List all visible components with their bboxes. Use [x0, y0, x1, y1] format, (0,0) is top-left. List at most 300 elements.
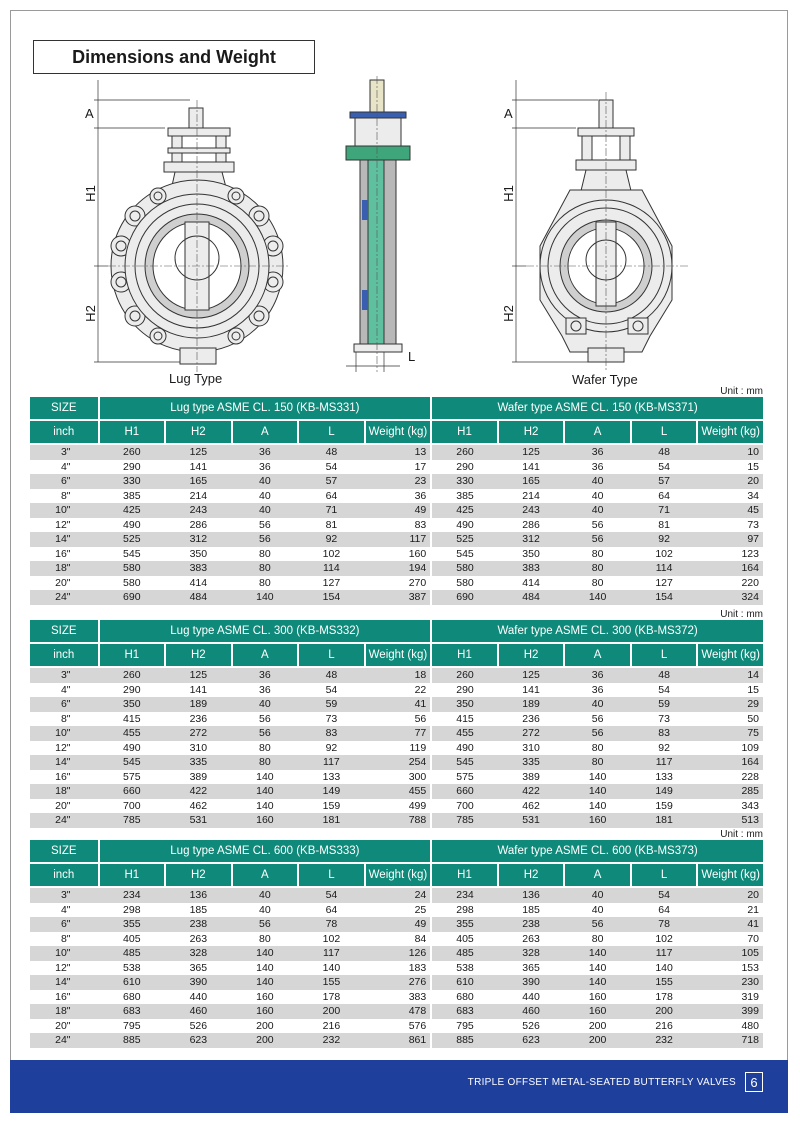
table-row: [30, 1019, 763, 1034]
table-row: [30, 547, 763, 562]
table-cell: 160: [564, 990, 631, 1005]
table-cell: 10: [697, 444, 763, 460]
table-cell: 383: [498, 561, 565, 576]
table-cell: 10": [30, 503, 99, 518]
table-cell: 36: [365, 489, 432, 504]
table-cell: 24: [365, 887, 432, 903]
table-cell: 183: [365, 961, 432, 976]
table-cell: 54: [631, 887, 698, 903]
table-cell: 15: [697, 683, 763, 698]
table-cell: 390: [498, 975, 565, 990]
table-cell: 16": [30, 770, 99, 785]
table-cell: 13: [365, 444, 432, 460]
table-cell: 127: [631, 576, 698, 591]
table-cell: 185: [165, 903, 232, 918]
table-cell: 75: [697, 726, 763, 741]
column-header-weight: Weight (kg): [697, 643, 763, 667]
table-cell: 243: [165, 503, 232, 518]
table-cell: 460: [498, 1004, 565, 1019]
table-cell: 84: [365, 932, 432, 947]
column-header-weight: Weight (kg): [697, 420, 763, 444]
table-cell: 14: [697, 667, 763, 683]
table-cell: 57: [298, 474, 365, 489]
table-row: [30, 799, 763, 814]
table-cell: 254: [365, 755, 432, 770]
table-cell: 48: [298, 444, 365, 460]
table-cell: 610: [431, 975, 498, 990]
table-cell: 164: [697, 755, 763, 770]
table-cell: 4": [30, 903, 99, 918]
table-cell: 140: [232, 784, 299, 799]
table-cell: 455: [431, 726, 498, 741]
table-cell: 189: [165, 697, 232, 712]
table-cell: 45: [697, 503, 763, 518]
column-header-l: L: [631, 643, 698, 667]
table-cell: 185: [498, 903, 565, 918]
table-cell: 40: [232, 887, 299, 903]
table-cell: 71: [298, 503, 365, 518]
table-cell: 20": [30, 576, 99, 591]
table-cell: 25: [365, 903, 432, 918]
column-header-l: L: [298, 863, 365, 887]
table-cell: 216: [631, 1019, 698, 1034]
table-cell: 660: [99, 784, 166, 799]
table-row: [30, 474, 763, 489]
column-header-h2: H2: [165, 643, 232, 667]
table-cell: 383: [165, 561, 232, 576]
table-cell: 56: [564, 518, 631, 533]
table-cell: 155: [631, 975, 698, 990]
table-cell: 200: [232, 1019, 299, 1034]
table-cell: 350: [498, 547, 565, 562]
table-cell: 16": [30, 990, 99, 1005]
page-title: Dimensions and Weight: [33, 40, 315, 74]
table-cell: 48: [631, 444, 698, 460]
lug-title-header: Lug type ASME CL. 600 (KB-MS333): [99, 840, 432, 863]
table-cell: 545: [431, 755, 498, 770]
table-row: [30, 887, 763, 903]
table-cell: 513: [697, 813, 763, 828]
table-cell: 385: [431, 489, 498, 504]
column-header-l: L: [631, 863, 698, 887]
table-cell: 365: [165, 961, 232, 976]
table-cell: 140: [564, 961, 631, 976]
table-cell: 140: [232, 590, 299, 605]
table-row: [30, 667, 763, 683]
table-cell: 22: [365, 683, 432, 698]
size-header: SIZE: [30, 620, 99, 643]
table-cell: 160: [232, 813, 299, 828]
column-header-a: A: [232, 643, 299, 667]
table-cell: 40: [232, 474, 299, 489]
table-cell: 200: [564, 1019, 631, 1034]
table-row: [30, 1004, 763, 1019]
table-row: [30, 975, 763, 990]
table-cell: 785: [99, 813, 166, 828]
dim-h2-label-wafer: H2: [500, 305, 516, 322]
column-header-weight: Weight (kg): [697, 863, 763, 887]
table-cell: 260: [99, 667, 166, 683]
table-cell: 298: [99, 903, 166, 918]
table-cell: 20: [697, 887, 763, 903]
table-cell: 80: [564, 576, 631, 591]
table-cell: 18": [30, 1004, 99, 1019]
table-cell: 214: [498, 489, 565, 504]
table-cell: 286: [498, 518, 565, 533]
valve-drawings: [0, 0, 800, 400]
table-cell: 194: [365, 561, 432, 576]
table-row: [30, 1033, 763, 1048]
table-cell: 312: [498, 532, 565, 547]
table-cell: 48: [298, 667, 365, 683]
table-cell: 140: [232, 946, 299, 961]
table-cell: 126: [365, 946, 432, 961]
table-cell: 683: [99, 1004, 166, 1019]
table-cell: 238: [165, 917, 232, 932]
table-cell: 165: [498, 474, 565, 489]
table-row: [30, 755, 763, 770]
table-cell: 159: [298, 799, 365, 814]
table-cell: 119: [365, 741, 432, 756]
table-row: [30, 932, 763, 947]
table-cell: 490: [99, 518, 166, 533]
table-cell: 70: [697, 932, 763, 947]
table-header-row: [30, 620, 763, 643]
table-cell: 680: [431, 990, 498, 1005]
table-cell: 785: [431, 813, 498, 828]
table-cell: 312: [165, 532, 232, 547]
table-cell: 125: [165, 444, 232, 460]
table-cell: 40: [564, 474, 631, 489]
table-cell: 140: [232, 799, 299, 814]
table-cell: 526: [498, 1019, 565, 1034]
table-cell: 59: [631, 697, 698, 712]
table-cell: 92: [298, 741, 365, 756]
column-header-h2: H2: [498, 643, 565, 667]
table-row: [30, 770, 763, 785]
table-cell: 56: [232, 726, 299, 741]
column-header-h2: H2: [498, 420, 565, 444]
table-row: [30, 903, 763, 918]
column-header-a: A: [564, 420, 631, 444]
table-row: [30, 460, 763, 475]
lug-type-caption: Lug Type: [169, 371, 223, 386]
spec-table-cl600: [30, 840, 763, 1048]
table-cell: 350: [165, 547, 232, 562]
table-cell: 78: [631, 917, 698, 932]
table-cell: 690: [99, 590, 166, 605]
table-row: [30, 961, 763, 976]
table-cell: 6": [30, 917, 99, 932]
size-header: SIZE: [30, 840, 99, 863]
table-cell: 16": [30, 547, 99, 562]
column-header-l: L: [631, 420, 698, 444]
table-cell: 490: [431, 741, 498, 756]
table-cell: 575: [99, 770, 166, 785]
table-cell: 623: [165, 1033, 232, 1048]
table-cell: 580: [99, 561, 166, 576]
table-cell: 24": [30, 813, 99, 828]
table-cell: 14": [30, 532, 99, 547]
table-cell: 92: [631, 532, 698, 547]
column-header-inch: inch: [30, 863, 99, 887]
table-cell: 165: [165, 474, 232, 489]
table-cell: 232: [298, 1033, 365, 1048]
table-cell: 102: [631, 547, 698, 562]
table-cell: 109: [697, 741, 763, 756]
table-cell: 40: [564, 489, 631, 504]
table-cell: 56: [232, 532, 299, 547]
table-cell: 54: [298, 460, 365, 475]
table-cell: 885: [431, 1033, 498, 1048]
table-cell: 149: [631, 784, 698, 799]
table-header-row: [30, 397, 763, 420]
table-row: [30, 503, 763, 518]
table-cell: 350: [431, 697, 498, 712]
column-header-weight: Weight (kg): [365, 420, 432, 444]
table-cell: 285: [697, 784, 763, 799]
table-cell: 78: [298, 917, 365, 932]
table-cell: 189: [498, 697, 565, 712]
table-cell: 460: [165, 1004, 232, 1019]
table-cell: 92: [298, 532, 365, 547]
table-cell: 200: [232, 1033, 299, 1048]
table-cell: 236: [165, 712, 232, 727]
table-cell: 490: [99, 741, 166, 756]
table-cell: 64: [298, 903, 365, 918]
table-cell: 56: [564, 712, 631, 727]
table-cell: 36: [232, 667, 299, 683]
dim-h2-label-lug: H2: [82, 305, 98, 322]
table-cell: 80: [564, 932, 631, 947]
lug-title-header: Lug type ASME CL. 150 (KB-MS331): [99, 397, 432, 420]
table-cell: 64: [298, 489, 365, 504]
table-cell: 40: [232, 503, 299, 518]
column-header-h2: H2: [498, 863, 565, 887]
table-cell: 12": [30, 518, 99, 533]
table-cell: 21: [697, 903, 763, 918]
table-cell: 64: [631, 903, 698, 918]
table-cell: 136: [498, 887, 565, 903]
table-cell: 365: [498, 961, 565, 976]
table-cell: 117: [298, 755, 365, 770]
table-cell: 140: [232, 975, 299, 990]
table-cell: 214: [165, 489, 232, 504]
table-cell: 141: [165, 683, 232, 698]
table-cell: 125: [165, 667, 232, 683]
table-cell: 140: [564, 590, 631, 605]
table-row: [30, 561, 763, 576]
table-cell: 140: [232, 770, 299, 785]
table-cell: 200: [631, 1004, 698, 1019]
table-cell: 24": [30, 590, 99, 605]
table-cell: 10": [30, 946, 99, 961]
table-cell: 310: [498, 741, 565, 756]
column-header-inch: inch: [30, 643, 99, 667]
table-cell: 105: [697, 946, 763, 961]
table-cell: 36: [564, 460, 631, 475]
table-cell: 20: [697, 474, 763, 489]
table-cell: 260: [431, 444, 498, 460]
table-cell: 263: [165, 932, 232, 947]
table-cell: 81: [298, 518, 365, 533]
table-cell: 140: [564, 975, 631, 990]
table-cell: 455: [99, 726, 166, 741]
table-cell: 795: [431, 1019, 498, 1034]
table-cell: 123: [697, 547, 763, 562]
table-cell: 40: [232, 697, 299, 712]
table-cell: 49: [365, 917, 432, 932]
column-header-inch: inch: [30, 420, 99, 444]
table-cell: 330: [99, 474, 166, 489]
table-cell: 80: [232, 561, 299, 576]
table-cell: 683: [431, 1004, 498, 1019]
table-cell: 545: [431, 547, 498, 562]
dim-a-label-lug: A: [85, 106, 94, 121]
table-cell: 102: [298, 547, 365, 562]
table-cell: 73: [631, 712, 698, 727]
table-row: [30, 990, 763, 1005]
table-cell: 228: [697, 770, 763, 785]
table-cell: 415: [431, 712, 498, 727]
table-cell: 140: [564, 946, 631, 961]
table-cell: 54: [631, 683, 698, 698]
table-cell: 490: [431, 518, 498, 533]
table-cell: 83: [365, 518, 432, 533]
table-cell: 234: [431, 887, 498, 903]
table-cell: 73: [298, 712, 365, 727]
table-cell: 425: [99, 503, 166, 518]
table-row: [30, 946, 763, 961]
table-cell: 700: [99, 799, 166, 814]
table-cell: 36: [564, 444, 631, 460]
column-header-h1: H1: [99, 863, 166, 887]
lug-title-header: Lug type ASME CL. 300 (KB-MS332): [99, 620, 432, 643]
table-cell: 154: [298, 590, 365, 605]
table-cell: 4": [30, 460, 99, 475]
table-cell: 125: [498, 444, 565, 460]
table-cell: 80: [232, 741, 299, 756]
column-header-a: A: [232, 420, 299, 444]
table-cell: 155: [298, 975, 365, 990]
table-row: [30, 741, 763, 756]
table-cell: 414: [498, 576, 565, 591]
page-number: 6: [745, 1072, 763, 1092]
table-cell: 389: [498, 770, 565, 785]
table-cell: 478: [365, 1004, 432, 1019]
table-cell: 861: [365, 1033, 432, 1048]
table-row: [30, 813, 763, 828]
table-cell: 200: [564, 1033, 631, 1048]
table-cell: 12": [30, 741, 99, 756]
table-cell: 127: [298, 576, 365, 591]
table-cell: 80: [232, 755, 299, 770]
table-cell: 238: [498, 917, 565, 932]
column-header-h1: H1: [99, 643, 166, 667]
table-cell: 260: [99, 444, 166, 460]
table-cell: 141: [498, 683, 565, 698]
table-cell: 660: [431, 784, 498, 799]
table-cell: 350: [99, 697, 166, 712]
table-cell: 41: [365, 697, 432, 712]
table-cell: 216: [298, 1019, 365, 1034]
table-cell: 383: [365, 990, 432, 1005]
table-cell: 300: [365, 770, 432, 785]
table-cell: 149: [298, 784, 365, 799]
table-cell: 8": [30, 489, 99, 504]
table-row: [30, 917, 763, 932]
table-row: [30, 532, 763, 547]
table-cell: 389: [165, 770, 232, 785]
table-cell: 387: [365, 590, 432, 605]
table-cell: 234: [99, 887, 166, 903]
table-cell: 154: [631, 590, 698, 605]
table-cell: 160: [564, 1004, 631, 1019]
table-cell: 57: [631, 474, 698, 489]
table-cell: 485: [99, 946, 166, 961]
table-cell: 328: [165, 946, 232, 961]
wafer-title-header: Wafer type ASME CL. 300 (KB-MS372): [431, 620, 763, 643]
table-cell: 34: [697, 489, 763, 504]
unit-label-1: Unit : mm: [720, 386, 763, 397]
table-cell: 141: [165, 460, 232, 475]
unit-label-3: Unit : mm: [720, 829, 763, 840]
table-cell: 73: [697, 518, 763, 533]
table-cell: 20": [30, 1019, 99, 1034]
table-cell: 484: [498, 590, 565, 605]
unit-label-2: Unit : mm: [720, 609, 763, 620]
table-cell: 117: [631, 755, 698, 770]
table-cell: 243: [498, 503, 565, 518]
table-cell: 23: [365, 474, 432, 489]
table-cell: 56: [564, 917, 631, 932]
table-cell: 160: [365, 547, 432, 562]
table-cell: 538: [99, 961, 166, 976]
table-cell: 8": [30, 712, 99, 727]
table-cell: 36: [232, 444, 299, 460]
table-subheader-row: [30, 863, 763, 887]
table-cell: 455: [365, 784, 432, 799]
table-cell: 80: [564, 561, 631, 576]
table-cell: 580: [99, 576, 166, 591]
column-header-weight: Weight (kg): [365, 863, 432, 887]
table-cell: 178: [631, 990, 698, 1005]
table-cell: 610: [99, 975, 166, 990]
table-cell: 102: [298, 932, 365, 947]
table-cell: 40: [232, 489, 299, 504]
table-cell: 272: [165, 726, 232, 741]
table-cell: 54: [631, 460, 698, 475]
table-row: [30, 590, 763, 605]
table-row: [30, 697, 763, 712]
table-cell: 54: [298, 887, 365, 903]
table-cell: 575: [431, 770, 498, 785]
table-cell: 355: [99, 917, 166, 932]
table-cell: 324: [697, 590, 763, 605]
table-cell: 159: [631, 799, 698, 814]
column-header-l: L: [298, 643, 365, 667]
table-cell: 80: [564, 741, 631, 756]
table-cell: 405: [431, 932, 498, 947]
table-cell: 6": [30, 474, 99, 489]
table-cell: 56: [564, 532, 631, 547]
table-cell: 141: [498, 460, 565, 475]
table-cell: 399: [697, 1004, 763, 1019]
spec-table-cl300: [30, 620, 763, 828]
column-header-l: L: [298, 420, 365, 444]
table-cell: 6": [30, 697, 99, 712]
wafer-title-header: Wafer type ASME CL. 150 (KB-MS371): [431, 397, 763, 420]
